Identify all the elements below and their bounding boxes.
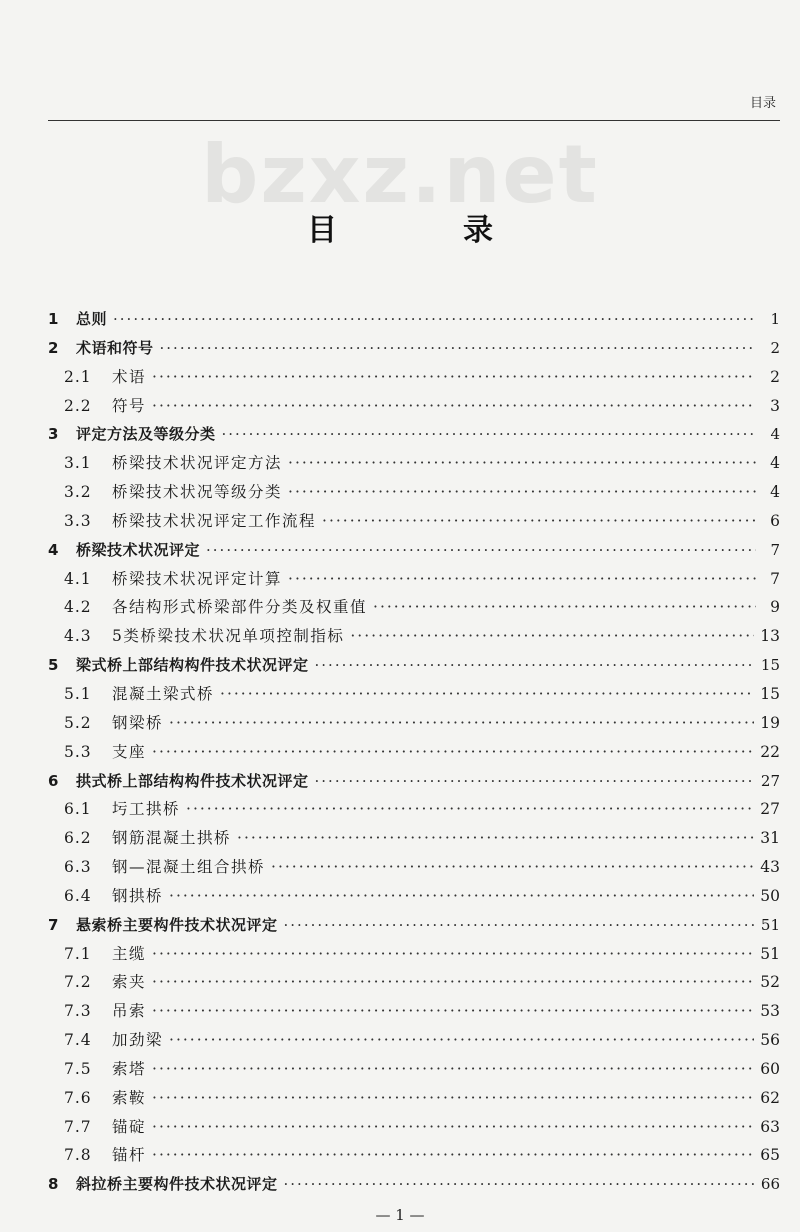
toc-chapter-entry[interactable] — [48, 536, 780, 565]
toc-entry-page: 7 — [770, 569, 780, 588]
toc-section-entry[interactable] — [48, 968, 780, 997]
table-of-contents — [48, 305, 780, 1199]
dot-leader — [152, 1141, 754, 1170]
toc-entry-title: 混凝土梁式桥 — [112, 684, 215, 703]
toc-entry-title: 悬索桥主要构件技术状况评定 — [76, 915, 278, 934]
toc-entry-title: 桥梁技术状况评定方法 — [112, 454, 283, 473]
toc-section-entry[interactable] — [48, 853, 780, 882]
toc-entry-page: 27 — [760, 771, 780, 790]
toc-entry-number: 8 — [48, 1175, 59, 1194]
toc-entry-number: 4.1 — [64, 569, 92, 588]
toc-entry-page: 19 — [760, 713, 780, 732]
toc-chapter-entry[interactable] — [48, 305, 780, 334]
toc-entry-title: 圬工拱桥 — [112, 800, 181, 819]
toc-entry-title: 钢拱桥 — [112, 886, 164, 905]
toc-entry-page: 7 — [770, 540, 780, 559]
toc-entry-page: 53 — [760, 1002, 780, 1021]
toc-entry-page: 13 — [760, 627, 780, 646]
dot-leader — [169, 1026, 754, 1055]
toc-section-entry[interactable] — [48, 478, 780, 507]
dot-leader — [288, 565, 756, 594]
toc-entry-title: 桥梁技术状况等级分类 — [112, 483, 283, 502]
toc-entry-title: 桥梁技术状况评定工作流程 — [112, 511, 317, 530]
toc-entry-title: 锚碇 — [112, 1117, 147, 1136]
toc-section-entry[interactable] — [48, 1055, 780, 1084]
toc-entry-title: 梁式桥上部结构构件技术状况评定 — [76, 656, 309, 675]
toc-entry-number: 6 — [48, 771, 59, 790]
watermark: bzxz.net — [201, 128, 599, 221]
toc-entry-title: 符号 — [112, 396, 147, 415]
dot-leader — [373, 593, 756, 622]
dot-leader — [284, 911, 755, 940]
running-header-label: 目录 — [749, 96, 776, 111]
toc-section-entry[interactable] — [48, 593, 780, 622]
toc-section-entry[interactable] — [48, 680, 780, 709]
toc-entry-number: 7.4 — [64, 1031, 92, 1050]
dot-leader — [152, 940, 754, 969]
toc-entry-title: 钢筋混凝土拱桥 — [112, 829, 232, 848]
toc-entry-number: 7.7 — [64, 1117, 92, 1136]
toc-entry-title: 钢梁桥 — [112, 713, 164, 732]
toc-entry-number: 2.2 — [64, 396, 92, 415]
toc-entry-page: 50 — [760, 886, 780, 905]
toc-entry-page: 65 — [760, 1146, 780, 1165]
toc-entry-number: 7.6 — [64, 1088, 92, 1107]
toc-entry-title: 索夹 — [112, 973, 147, 992]
toc-entry-page: 22 — [760, 742, 780, 761]
toc-section-entry[interactable] — [48, 940, 780, 969]
dot-leader — [315, 651, 755, 680]
dot-leader — [152, 738, 754, 767]
toc-chapter-entry[interactable] — [48, 767, 780, 796]
toc-entry-title: 各结构形式桥梁部件分类及权重值 — [112, 598, 368, 617]
toc-section-entry[interactable] — [48, 795, 780, 824]
toc-entry-page: 51 — [760, 944, 780, 963]
toc-section-entry[interactable] — [48, 738, 780, 767]
toc-entry-title: 索塔 — [112, 1059, 147, 1078]
toc-chapter-entry[interactable] — [48, 420, 780, 449]
running-header — [48, 88, 780, 121]
dot-leader — [220, 680, 754, 709]
toc-entry-number: 5 — [48, 656, 59, 675]
toc-chapter-entry[interactable] — [48, 911, 780, 940]
dot-leader — [152, 1113, 754, 1142]
dot-leader — [152, 392, 756, 421]
dot-leader — [315, 767, 755, 796]
toc-section-entry[interactable] — [48, 392, 780, 421]
toc-entry-number: 2 — [48, 338, 59, 357]
toc-entry-number: 6.3 — [64, 858, 92, 877]
toc-entry-page: 1 — [770, 310, 780, 328]
dot-leader — [152, 1084, 754, 1113]
toc-entry-page: 2 — [770, 338, 780, 357]
toc-entry-number: 2.1 — [64, 367, 92, 386]
toc-entry-page: 15 — [760, 684, 780, 703]
toc-entry-number: 7.1 — [64, 944, 92, 963]
toc-section-entry[interactable] — [48, 882, 780, 911]
toc-section-entry[interactable] — [48, 824, 780, 853]
toc-entry-page: 15 — [760, 656, 780, 675]
toc-section-entry[interactable] — [48, 709, 780, 738]
toc-section-entry[interactable] — [48, 507, 780, 536]
toc-section-entry[interactable] — [48, 1141, 780, 1170]
dot-leader — [288, 449, 756, 478]
dot-leader — [152, 1055, 754, 1084]
toc-entry-number: 4.3 — [64, 627, 92, 646]
toc-chapter-entry[interactable] — [48, 1170, 780, 1199]
toc-entry-title: 评定方法及等级分类 — [76, 425, 216, 444]
toc-chapter-entry[interactable] — [48, 334, 780, 363]
toc-entry-title: 术语和符号 — [76, 338, 154, 357]
toc-entry-number: 6.4 — [64, 886, 92, 905]
toc-section-entry[interactable] — [48, 449, 780, 478]
toc-entry-number: 6.2 — [64, 829, 92, 848]
toc-entry-title: 拱式桥上部结构构件技术状况评定 — [76, 771, 309, 790]
toc-entry-number: 7 — [48, 915, 59, 934]
toc-entry-number: 1 — [48, 310, 59, 328]
toc-entry-number: 7.5 — [64, 1059, 92, 1078]
dot-leader — [350, 622, 754, 651]
toc-entry-number: 7.8 — [64, 1146, 92, 1165]
dot-leader — [186, 795, 754, 824]
toc-entry-number: 3.2 — [64, 483, 92, 502]
toc-entry-number: 4.2 — [64, 598, 92, 617]
toc-entry-page: 52 — [760, 973, 780, 992]
dot-leader — [288, 478, 756, 507]
toc-entry-page: 51 — [760, 915, 780, 934]
toc-entry-page: 9 — [770, 598, 780, 617]
toc-entry-page: 43 — [760, 858, 780, 877]
toc-entry-title: 桥梁技术状况评定计算 — [112, 569, 283, 588]
toc-entry-number: 3.1 — [64, 454, 92, 473]
toc-section-entry[interactable] — [48, 1084, 780, 1113]
toc-entry-page: 3 — [770, 396, 780, 415]
toc-section-entry[interactable] — [48, 1113, 780, 1142]
toc-entry-page: 63 — [760, 1117, 780, 1136]
toc-section-entry[interactable] — [48, 363, 780, 392]
toc-entry-title: 吊索 — [112, 1002, 147, 1021]
dot-leader — [152, 968, 754, 997]
dot-leader — [169, 882, 754, 911]
toc-entry-number: 7.3 — [64, 1002, 92, 1021]
toc-entry-title: 术语 — [112, 367, 147, 386]
dot-leader — [152, 363, 756, 392]
toc-section-entry[interactable] — [48, 622, 780, 651]
toc-section-entry[interactable] — [48, 1026, 780, 1055]
toc-entry-title: 5类桥梁技术状况单项控制指标 — [112, 627, 345, 646]
dot-leader — [160, 334, 756, 363]
dot-leader — [169, 709, 754, 738]
toc-entry-page: 2 — [770, 367, 780, 386]
dot-leader — [284, 1170, 755, 1199]
toc-entry-number: 5.3 — [64, 742, 92, 761]
toc-entry-page: 4 — [770, 425, 780, 444]
toc-entry-number: 3.3 — [64, 511, 92, 530]
toc-entry-number: 5.2 — [64, 713, 92, 732]
toc-section-entry[interactable] — [48, 565, 780, 594]
toc-entry-title: 主缆 — [112, 944, 147, 963]
toc-entry-number: 4 — [48, 540, 59, 559]
page-title: 目 录 — [307, 213, 541, 248]
toc-entry-title: 支座 — [112, 742, 147, 761]
dot-leader — [237, 824, 754, 853]
toc-entry-title: 加劲梁 — [112, 1031, 164, 1050]
toc-entry-title: 锚杆 — [112, 1146, 147, 1165]
toc-entry-title: 桥梁技术状况评定 — [76, 540, 201, 559]
toc-entry-page: 31 — [760, 829, 780, 848]
toc-entry-page: 4 — [770, 454, 780, 473]
toc-entry-page: 60 — [760, 1059, 780, 1078]
toc-entry-page: 4 — [770, 483, 780, 502]
toc-entry-title: 索鞍 — [112, 1088, 147, 1107]
toc-entry-number: 5.1 — [64, 684, 92, 703]
dot-leader — [271, 853, 754, 882]
toc-entry-page: 27 — [760, 800, 780, 819]
dot-leader — [152, 997, 754, 1026]
toc-entry-page: 56 — [760, 1031, 780, 1050]
dot-leader — [222, 420, 756, 449]
dot-leader — [113, 305, 756, 334]
toc-entry-title: 总则 — [76, 310, 108, 328]
toc-entry-page: 6 — [770, 511, 780, 530]
toc-entry-number: 6.1 — [64, 800, 92, 819]
toc-entry-title: 钢—混凝土组合拱桥 — [112, 858, 266, 877]
toc-chapter-entry[interactable] — [48, 651, 780, 680]
page-number: — 1 — — [375, 1206, 425, 1224]
toc-entry-page: 62 — [760, 1088, 780, 1107]
dot-leader — [322, 507, 756, 536]
toc-entry-number: 7.2 — [64, 973, 92, 992]
dot-leader — [206, 536, 756, 565]
toc-entry-title: 斜拉桥主要构件技术状况评定 — [76, 1175, 278, 1194]
toc-entry-number: 3 — [48, 425, 59, 444]
toc-entry-page: 66 — [760, 1175, 780, 1194]
toc-section-entry[interactable] — [48, 997, 780, 1026]
